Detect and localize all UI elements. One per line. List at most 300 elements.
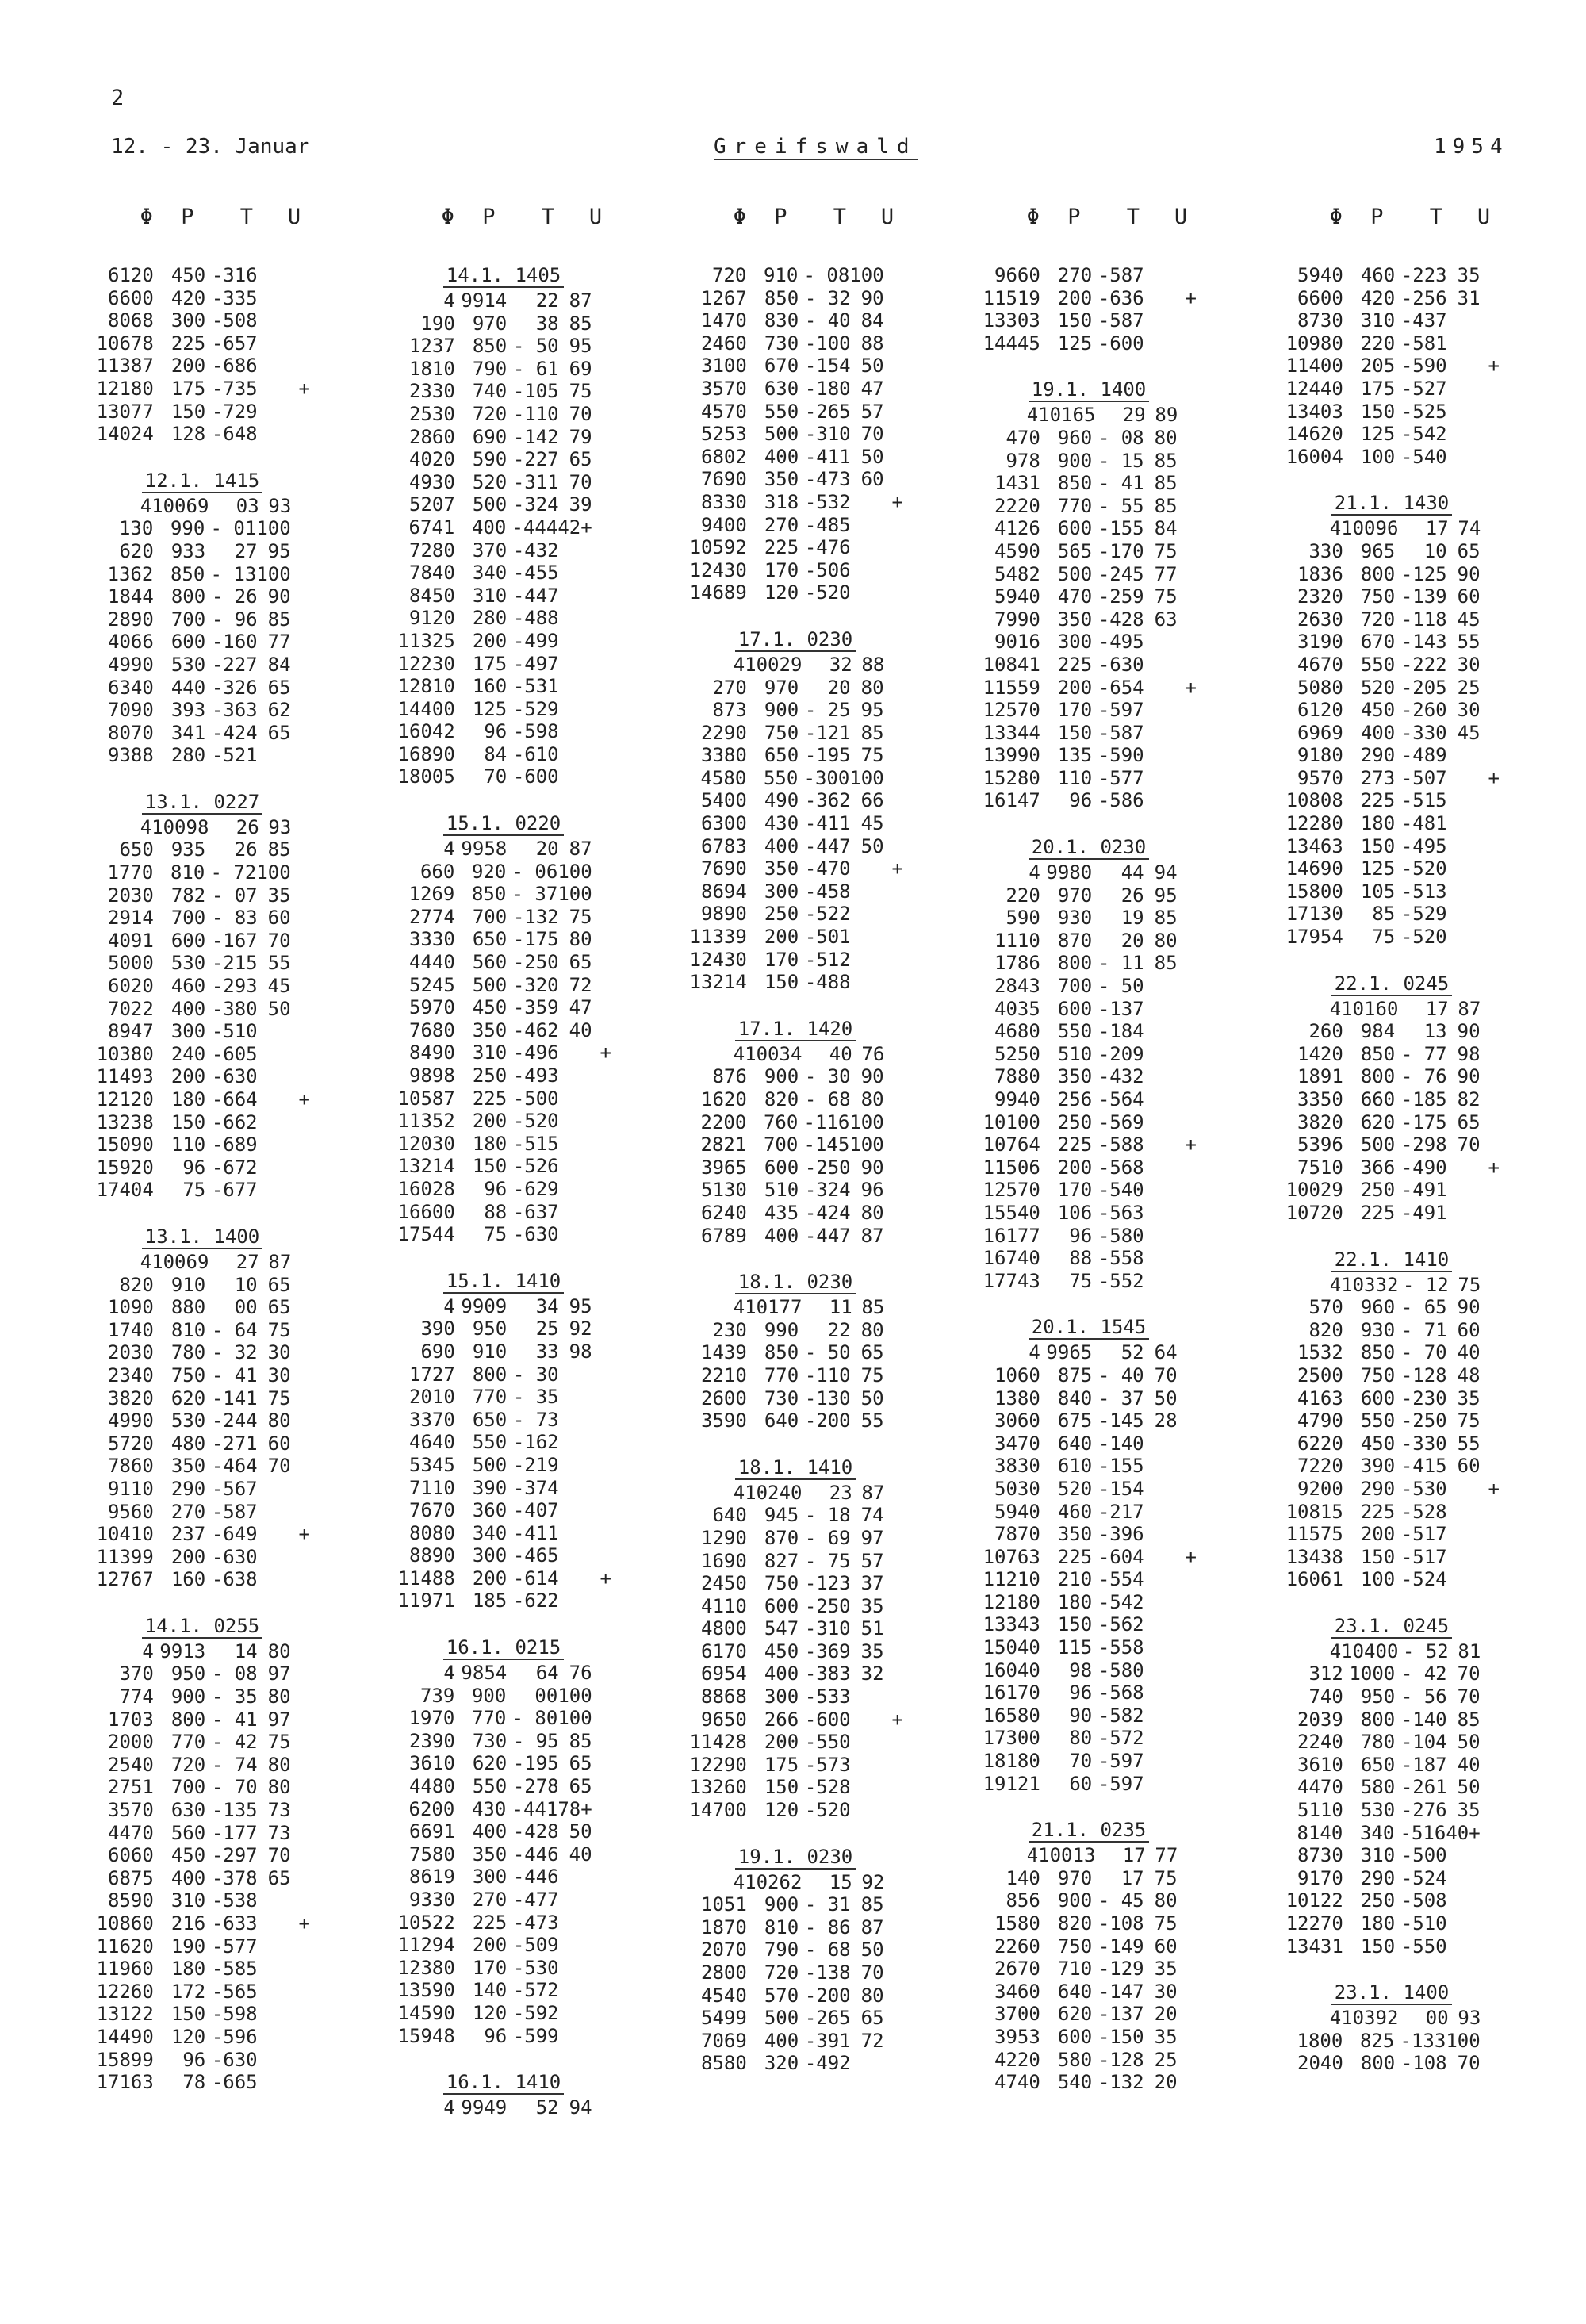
mark-cell (1178, 608, 1204, 631)
mark-cell (291, 495, 317, 518)
humidity-cell: 30 (1457, 653, 1481, 676)
table-row (680, 1916, 910, 1939)
pressure-cell: 440 (170, 676, 206, 699)
mark-cell (1178, 1179, 1204, 1202)
mark-cell (1178, 1591, 1204, 1614)
table-row (680, 880, 910, 903)
mark-cell (1178, 1889, 1204, 1912)
table-row (389, 1201, 619, 1224)
height-cell: 1770 (107, 861, 154, 884)
height-cell: 1267 (701, 286, 747, 309)
mark-cell (1481, 446, 1507, 469)
pressure-cell: 900 (764, 699, 799, 722)
pressure-cell: 370 (472, 539, 508, 562)
humidity-cell (559, 1934, 592, 1957)
sounding-block (87, 1225, 317, 1591)
mark-cell: + (1185, 286, 1197, 309)
sounding-block (389, 1636, 619, 2047)
temperature-cell: -378 (211, 1866, 258, 1889)
temperature-cell: -529 (1400, 903, 1447, 926)
mark-cell (592, 630, 619, 653)
temperature-cell: -259 (1098, 585, 1144, 608)
pressure-cell: 600 (170, 631, 206, 654)
pressure-cell: 340 (1359, 1821, 1395, 1844)
pressure-cell: 530 (170, 952, 206, 975)
height-cell: 4126 (994, 517, 1040, 540)
mark-cell (1481, 1640, 1507, 1663)
mark-cell (1178, 789, 1204, 812)
mark-cell (291, 816, 317, 839)
mark-cell (291, 631, 317, 654)
temperature-cell: -473 (804, 468, 851, 491)
table-row (389, 743, 619, 766)
table-row (1277, 1912, 1507, 1935)
height-cell: 6120 (108, 264, 154, 286)
table-row (680, 1685, 910, 1708)
temperature-cell: -227 (211, 653, 258, 676)
sounding-block-title: 22.1. 0245 (1331, 972, 1453, 996)
table-row (87, 1912, 317, 1935)
height-cell: 14700 (689, 1799, 747, 1822)
table-row (680, 1156, 910, 1179)
mark-cell (1481, 744, 1507, 767)
temperature-cell: -133 (1400, 2029, 1446, 2052)
mark-cell (291, 517, 317, 540)
temperature-cell: -396 (1098, 1523, 1144, 1546)
height-cell: 4990 (108, 653, 154, 676)
pressure-cell: 930 (1360, 1318, 1396, 1341)
mark-cell (291, 2026, 317, 2049)
temperature-cell: 03 (236, 494, 259, 517)
humidity-cell: 95 (860, 699, 884, 722)
table-row (389, 861, 619, 884)
pressure-cell: 115 (1057, 1636, 1093, 1659)
height-cell: 12230 (397, 652, 455, 675)
pressure-cell: 720 (472, 402, 508, 425)
table-row (87, 1731, 317, 1754)
height-cell: 5720 (108, 1432, 154, 1455)
mark-cell (884, 835, 910, 858)
pressure-cell: 780 (1360, 1731, 1396, 1754)
column-header-u: U (880, 205, 895, 229)
temperature-cell: -121 (804, 721, 851, 744)
temperature-cell: -330 (1400, 721, 1447, 744)
height-cell: 11575 (1285, 1523, 1343, 1546)
pressure-cell: 600 (764, 1156, 799, 1179)
humidity-cell (1447, 355, 1481, 378)
mark-cell (1178, 1088, 1204, 1111)
temperature-cell: -446 (512, 1843, 559, 1866)
mark-cell (1481, 1409, 1507, 1432)
temperature-cell: -577 (1098, 766, 1144, 789)
mark-cell (592, 698, 619, 721)
mark-cell (1178, 1750, 1204, 1773)
sounding-block-title-wrap (1277, 1615, 1507, 1637)
temperature-cell: -447 (804, 1224, 851, 1247)
temperature-cell: -568 (1098, 1682, 1144, 1705)
mark-cell (1178, 1682, 1204, 1705)
pressure-cell: 200 (170, 355, 206, 378)
height-cell: 4163 (1297, 1386, 1343, 1409)
pressure-cell: 450 (764, 1639, 799, 1662)
pressure-cell: 470 (1057, 585, 1093, 608)
temperature-cell: -520 (804, 581, 851, 604)
mark-cell (1178, 699, 1204, 722)
temperature-cell: - 56 (1400, 1685, 1447, 1708)
pressure-cell: 540 (1057, 2071, 1093, 2094)
sounding-block-title: 19.1. 0230 (735, 1846, 856, 1870)
height-cell: 17544 (397, 1223, 455, 1246)
table-row (974, 1341, 1204, 1364)
height-cell: 17743 (983, 1269, 1040, 1292)
temperature-cell: -310 (804, 1617, 851, 1640)
height-cell: 5396 (1297, 1133, 1343, 1156)
mark-cell (291, 1935, 317, 1958)
humidity-cell: 80 (860, 1088, 884, 1110)
height-cell: 190 (420, 312, 455, 335)
table-row (1277, 1043, 1507, 1066)
table-row (974, 722, 1204, 745)
height-cell: 620 (119, 539, 154, 562)
sounding-block-title-wrap (389, 2071, 619, 2093)
mark-cell (1178, 1065, 1204, 1088)
table-row (87, 907, 317, 930)
height-cell: 10720 (1285, 1201, 1343, 1224)
table-row (974, 1225, 1204, 1248)
height-cell: 11400 (1285, 355, 1343, 378)
temperature-cell: -123 (804, 1572, 851, 1595)
temperature-cell: -558 (1098, 1636, 1144, 1659)
table-row (974, 1705, 1204, 1728)
table-row (1277, 699, 1507, 722)
mark-cell (1481, 699, 1507, 722)
table-row (87, 1799, 317, 1822)
table-row (389, 1957, 619, 1980)
pressure-cell: 770 (472, 1386, 508, 1409)
temperature-cell: -141 (211, 1386, 258, 1409)
mark-cell: + (1185, 1133, 1197, 1156)
pressure-cell: 200 (764, 1731, 799, 1754)
table-row (680, 491, 910, 514)
mark-cell (1178, 1613, 1204, 1636)
height-cell: 17404 (96, 1179, 154, 1202)
humidity-cell (1144, 767, 1178, 790)
humidity-cell: 93 (268, 494, 292, 517)
table-row (87, 1822, 317, 1845)
mark-cell (1481, 1754, 1507, 1777)
table-row (389, 1477, 619, 1500)
mark-cell (884, 309, 910, 332)
table-row (87, 1020, 317, 1043)
temperature-cell: -592 (512, 2001, 559, 2024)
column-header-row (87, 205, 317, 229)
height-cell: 12270 (1285, 1912, 1343, 1935)
humidity-cell: 96 (860, 1179, 884, 1202)
pressure-cell: 225 (170, 332, 206, 355)
temperature-cell: -311 (512, 470, 559, 493)
height-cell: 9110 (108, 1477, 154, 1500)
table-row (1277, 309, 1507, 332)
temperature-cell: -495 (1400, 834, 1447, 857)
humidity-cell: 28 (1154, 1409, 1178, 1432)
humidity-cell: 80 (267, 1776, 291, 1799)
table-row (680, 536, 910, 559)
height-cell: 17954 (1285, 926, 1343, 949)
pressure-cell: 225 (472, 1087, 508, 1110)
pressure-cell: 640 (1057, 1432, 1093, 1455)
pressure-cell: 935 (170, 838, 206, 861)
pressure-cell: 290 (1360, 744, 1396, 767)
pressure-cell: 10240 (745, 1481, 803, 1504)
mark-cell (291, 423, 317, 446)
pressure-cell: 550 (763, 766, 799, 789)
height-cell: 12030 (397, 1132, 455, 1155)
pressure-cell: 210 (1057, 1568, 1093, 1591)
height-cell: 2010 (409, 1386, 455, 1409)
height-cell: 1237 (409, 335, 455, 358)
table-row (1277, 789, 1507, 812)
sounding-block-title: 17.1. 0230 (735, 628, 856, 652)
mark-cell (1481, 1133, 1507, 1156)
height-cell: 16061 (1285, 1568, 1343, 1591)
humidity-cell (851, 1799, 884, 1822)
mark-cell (592, 1499, 619, 1522)
temperature-cell: -520 (1400, 857, 1447, 880)
pressure-cell: 200 (1360, 1523, 1396, 1546)
humidity-cell (1144, 1636, 1178, 1659)
pressure-cell: 610 (1057, 1455, 1093, 1478)
height-cell: 820 (1308, 1318, 1343, 1341)
height-cell: 16600 (397, 1200, 455, 1223)
mark-cell (592, 1064, 619, 1087)
humidity-cell: 93 (268, 815, 292, 838)
pressure-cell: 690 (472, 425, 508, 448)
table-row (680, 1111, 910, 1134)
table-row (1277, 1179, 1507, 1202)
pressure-cell: 790 (472, 357, 508, 380)
temperature-cell: -108 (1400, 2052, 1447, 2075)
height-cell: 9660 (994, 264, 1040, 286)
mark-cell (291, 1251, 317, 1274)
height-cell: 4930 (409, 470, 455, 493)
pressure-cell: 910 (170, 1273, 206, 1296)
pressure-cell: 550 (472, 1431, 508, 1454)
table-row (974, 884, 1204, 907)
pressure-cell: 10098 (151, 815, 209, 838)
humidity-cell (559, 698, 592, 721)
mark-cell (884, 744, 910, 767)
humidity-cell (851, 971, 884, 994)
height-cell: 2000 (108, 1731, 154, 1754)
humidity-cell (1447, 1156, 1481, 1179)
pressure-cell: 800 (1360, 562, 1396, 585)
pressure-cell: 300 (472, 1544, 508, 1567)
temperature-cell: -636 (1098, 286, 1144, 309)
mark-cell (1481, 1799, 1507, 1822)
pressure-cell: 10013 (1038, 1844, 1096, 1867)
pressure-cell: 420 (170, 286, 206, 309)
humidity-cell (1144, 264, 1178, 287)
table-row (974, 427, 1204, 450)
sounding-block-title: 20.1. 0230 (1029, 836, 1150, 860)
sounding-block (87, 1615, 317, 2094)
humidity-cell: 90 (860, 286, 884, 309)
pressure-cell: 390 (1360, 1455, 1396, 1478)
table-row (680, 1754, 910, 1777)
height-cell: 4680 (994, 1020, 1040, 1043)
height-cell: 16580 (983, 1704, 1040, 1727)
table-row (87, 2026, 317, 2049)
height-cell: 4020 (409, 448, 455, 471)
table-row (974, 1111, 1204, 1134)
humidity-cell: 30 (1154, 1980, 1178, 2003)
height-cell: 8490 (409, 1041, 455, 1064)
table-row (389, 1087, 619, 1110)
pressure-cell: 10069 (151, 494, 209, 517)
mark-cell (1178, 495, 1204, 518)
humidity-cell (1447, 1501, 1481, 1524)
humidity-cell: 40 (569, 1018, 592, 1041)
pressure-cell: 90 (1069, 1704, 1093, 1727)
table-row (974, 2071, 1204, 2094)
height-cell: 9890 (701, 903, 747, 926)
pressure-cell: 850 (472, 335, 508, 358)
mark-cell (1178, 767, 1204, 790)
temperature-cell: 10 (234, 1273, 258, 1296)
table-row (389, 765, 619, 788)
height-cell: 6120 (1297, 699, 1343, 722)
humidity-cell (258, 287, 291, 310)
table-row (974, 677, 1204, 700)
mark-cell (1178, 1523, 1204, 1546)
table-row (680, 1482, 910, 1505)
temperature-cell: -278 (512, 1775, 559, 1798)
table-row (389, 838, 619, 861)
pressure-cell: 480 (170, 1432, 206, 1455)
pressure-cell: 984 (1360, 1020, 1396, 1043)
mark-cell (1481, 563, 1507, 586)
temperature-cell: - 42 (1400, 1662, 1447, 1685)
humidity-cell: 45 (1457, 608, 1481, 631)
humidity-cell (258, 401, 291, 424)
mark-cell (1178, 540, 1204, 563)
temperature-cell: -383 (804, 1662, 851, 1685)
humidity-cell: 89 (1155, 404, 1178, 427)
height-cell: 2530 (409, 402, 455, 425)
humidity-cell: 90 (860, 1065, 884, 1088)
pressure-cell: 945 (764, 1504, 799, 1527)
pressure-cell: 750 (764, 721, 799, 744)
temperature-cell: -380 (211, 997, 258, 1020)
mark-cell (592, 1522, 619, 1545)
height-cell: 3700 (994, 2003, 1040, 2026)
height-cell: 8330 (701, 490, 747, 513)
mark-cell (1481, 1685, 1507, 1708)
table-row (389, 493, 619, 516)
humidity-cell (258, 1568, 291, 1591)
mark-cell (884, 378, 910, 401)
temperature-cell: -139 (1400, 585, 1447, 608)
height-cell: 5940 (994, 1500, 1040, 1523)
table-row (1277, 608, 1507, 631)
mark-cell (291, 1432, 317, 1455)
height-cell: 1727 (409, 1363, 455, 1386)
humidity-cell: 97 (267, 1662, 291, 1685)
humidity-cell: 87 (569, 838, 592, 861)
temperature-cell: -735 (211, 377, 258, 400)
humidity-cell (1447, 1568, 1481, 1591)
pressure-cell: 310 (170, 1889, 206, 1912)
table-row (974, 1889, 1204, 1912)
temperature-cell: -150 (1098, 2025, 1144, 2048)
mark-cell (592, 1087, 619, 1110)
humidity-cell: 80 (860, 1318, 884, 1341)
humidity-cell: 35 (1457, 264, 1481, 286)
mark-cell (1178, 1156, 1204, 1179)
pressure-cell: 565 (1057, 539, 1093, 562)
table-row (974, 1364, 1204, 1387)
table-row (389, 1317, 619, 1340)
sounding-block-title: 14.1. 1405 (443, 264, 565, 288)
humidity-cell: 90 (860, 1156, 884, 1179)
humidity-cell (1447, 880, 1481, 903)
table-row (87, 355, 317, 378)
humidity-cell (559, 653, 592, 676)
humidity-cell (851, 1708, 884, 1731)
mark-cell (884, 1319, 910, 1342)
height-cell: 2260 (994, 1935, 1040, 1958)
height-cell: 3100 (701, 355, 747, 378)
table-row (974, 1432, 1204, 1455)
height-cell: 220 (1006, 884, 1040, 907)
humidity-cell: 85 (1154, 449, 1178, 472)
pressure-cell: 175 (472, 652, 508, 675)
table-row (389, 1019, 619, 1042)
station-name: Greifswald (714, 135, 918, 159)
pressure-cell: 225 (472, 1911, 508, 1934)
table-row (680, 1731, 910, 1754)
pressure-cell: 225 (764, 536, 799, 559)
pressure-cell: 750 (1360, 585, 1396, 608)
height-cell: 2800 (701, 1962, 747, 1984)
table-row (974, 404, 1204, 427)
table-row (974, 1133, 1204, 1156)
pressure-cell: 500 (1360, 1133, 1396, 1156)
pressure-cell: 185 (472, 1590, 508, 1613)
mark-cell: + (1488, 355, 1500, 378)
height-cell: 11493 (96, 1065, 154, 1088)
mark-cell (1178, 884, 1204, 907)
table-row (87, 1708, 317, 1731)
table-row (680, 378, 910, 401)
mark-cell (1178, 1935, 1204, 1958)
temperature-cell: -572 (1098, 1727, 1144, 1750)
humidity-cell: 66 (860, 789, 884, 812)
column-header-t: T (541, 205, 555, 229)
height-cell: 7110 (409, 1476, 455, 1499)
temperature-cell: -140 (1098, 1432, 1144, 1455)
humidity-cell: 47 (860, 377, 884, 400)
pressure-cell: 390 (472, 1476, 508, 1499)
pressure-cell: 220 (1360, 332, 1396, 355)
sounding-block-title-wrap (974, 1316, 1204, 1338)
mark-cell (1178, 1659, 1204, 1682)
mark-cell (592, 1752, 619, 1775)
pressure-cell: 360 (472, 1499, 508, 1522)
table-row (389, 1133, 619, 1156)
pressure-cell: 900 (764, 1893, 799, 1916)
mark-cell (291, 1889, 317, 1912)
